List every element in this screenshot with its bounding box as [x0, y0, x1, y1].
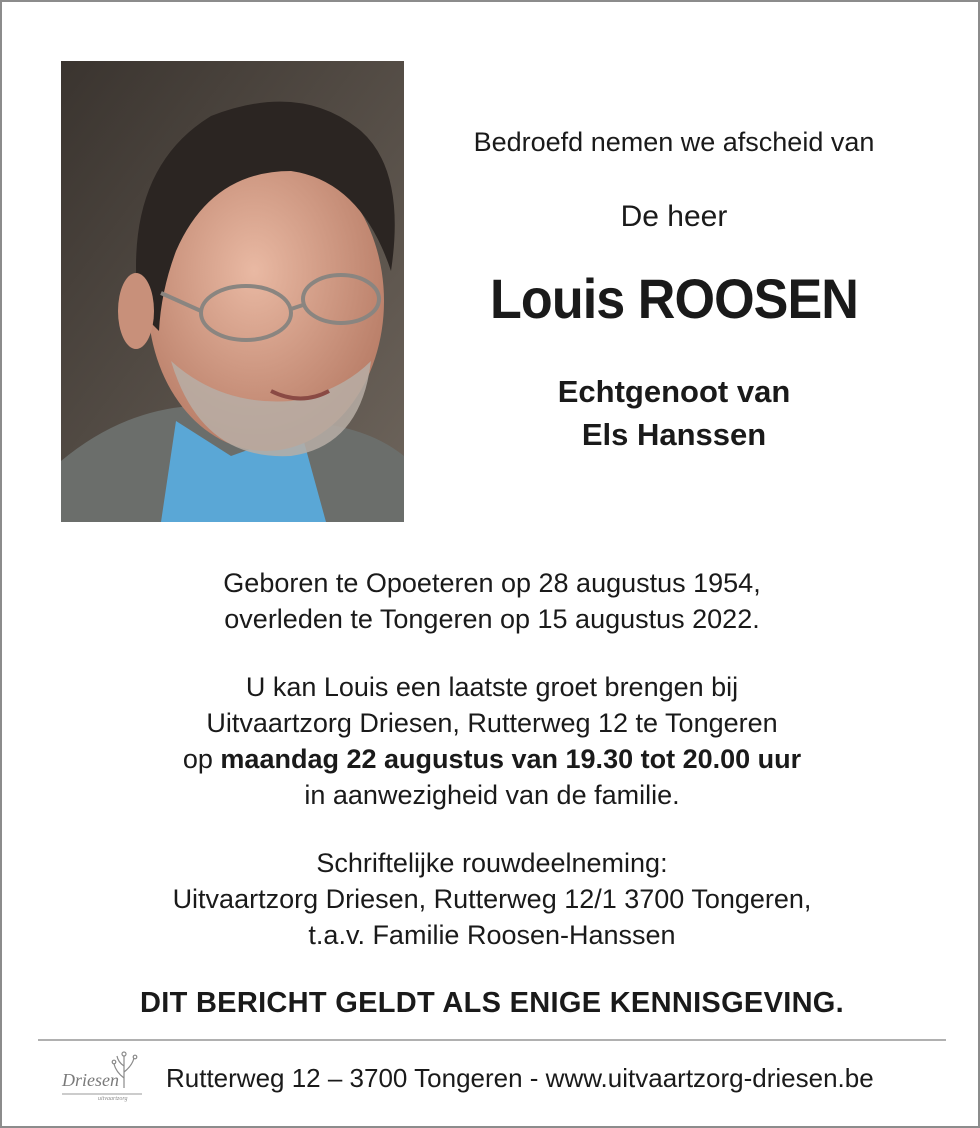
visitation-block: [2, 669, 980, 813]
visit-line-3: [2, 741, 980, 777]
visit-line-4: in aanwezigheid van de familie.: [304, 780, 680, 810]
condolence-block: [2, 845, 980, 953]
deceased-name: Louis ROOSEN: [490, 267, 858, 330]
driesen-logo: [60, 1048, 145, 1108]
svg-text:Driesen: Driesen: [62, 1070, 119, 1090]
footer-address: Rutterweg 12 – 3700 Tongeren - www.uitvaartzorg-driesen.be: [166, 1063, 874, 1093]
died-line: overleden te Tongeren op 15 augustus 2022.: [224, 604, 760, 634]
spouse-label: Echtgenoot van: [557, 374, 791, 409]
visit-line-1: U kan Louis een laatste groet brengen bij: [245, 672, 739, 702]
condolence-line-3: t.a.v. Familie Roosen-Hanssen: [308, 920, 676, 950]
svg-text:uitvaartzorg: uitvaartzorg: [98, 1096, 128, 1102]
birth-death-block: [2, 565, 980, 637]
honorific: De heer: [620, 200, 728, 233]
born-line: Geboren te Opoeteren op 28 augustus 1954,: [223, 568, 761, 598]
condolence-line-1: Schriftelijke rouwdeelneming:: [316, 848, 668, 878]
visit-line-3-prefix: op: [182, 744, 213, 774]
intro-line: Bedroefd nemen we afscheid van: [473, 127, 875, 157]
visit-line-2: Uitvaartzorg Driesen, Rutterweg 12 te Tongeren: [206, 708, 778, 738]
spouse-name: Els Hanssen: [581, 417, 767, 452]
portrait-photo: [61, 61, 404, 522]
footer-divider: [38, 1039, 946, 1041]
condolence-line-2: Uitvaartzorg Driesen, Rutterweg 12/1 3700 Tongeren,: [172, 884, 812, 914]
only-notice-statement: DIT BERICHT GELDT ALS ENIGE KENNISGEVING.: [139, 987, 845, 1019]
visit-date-time: maandag 22 augustus van 19.30 tot 20.00 uur: [220, 744, 802, 774]
